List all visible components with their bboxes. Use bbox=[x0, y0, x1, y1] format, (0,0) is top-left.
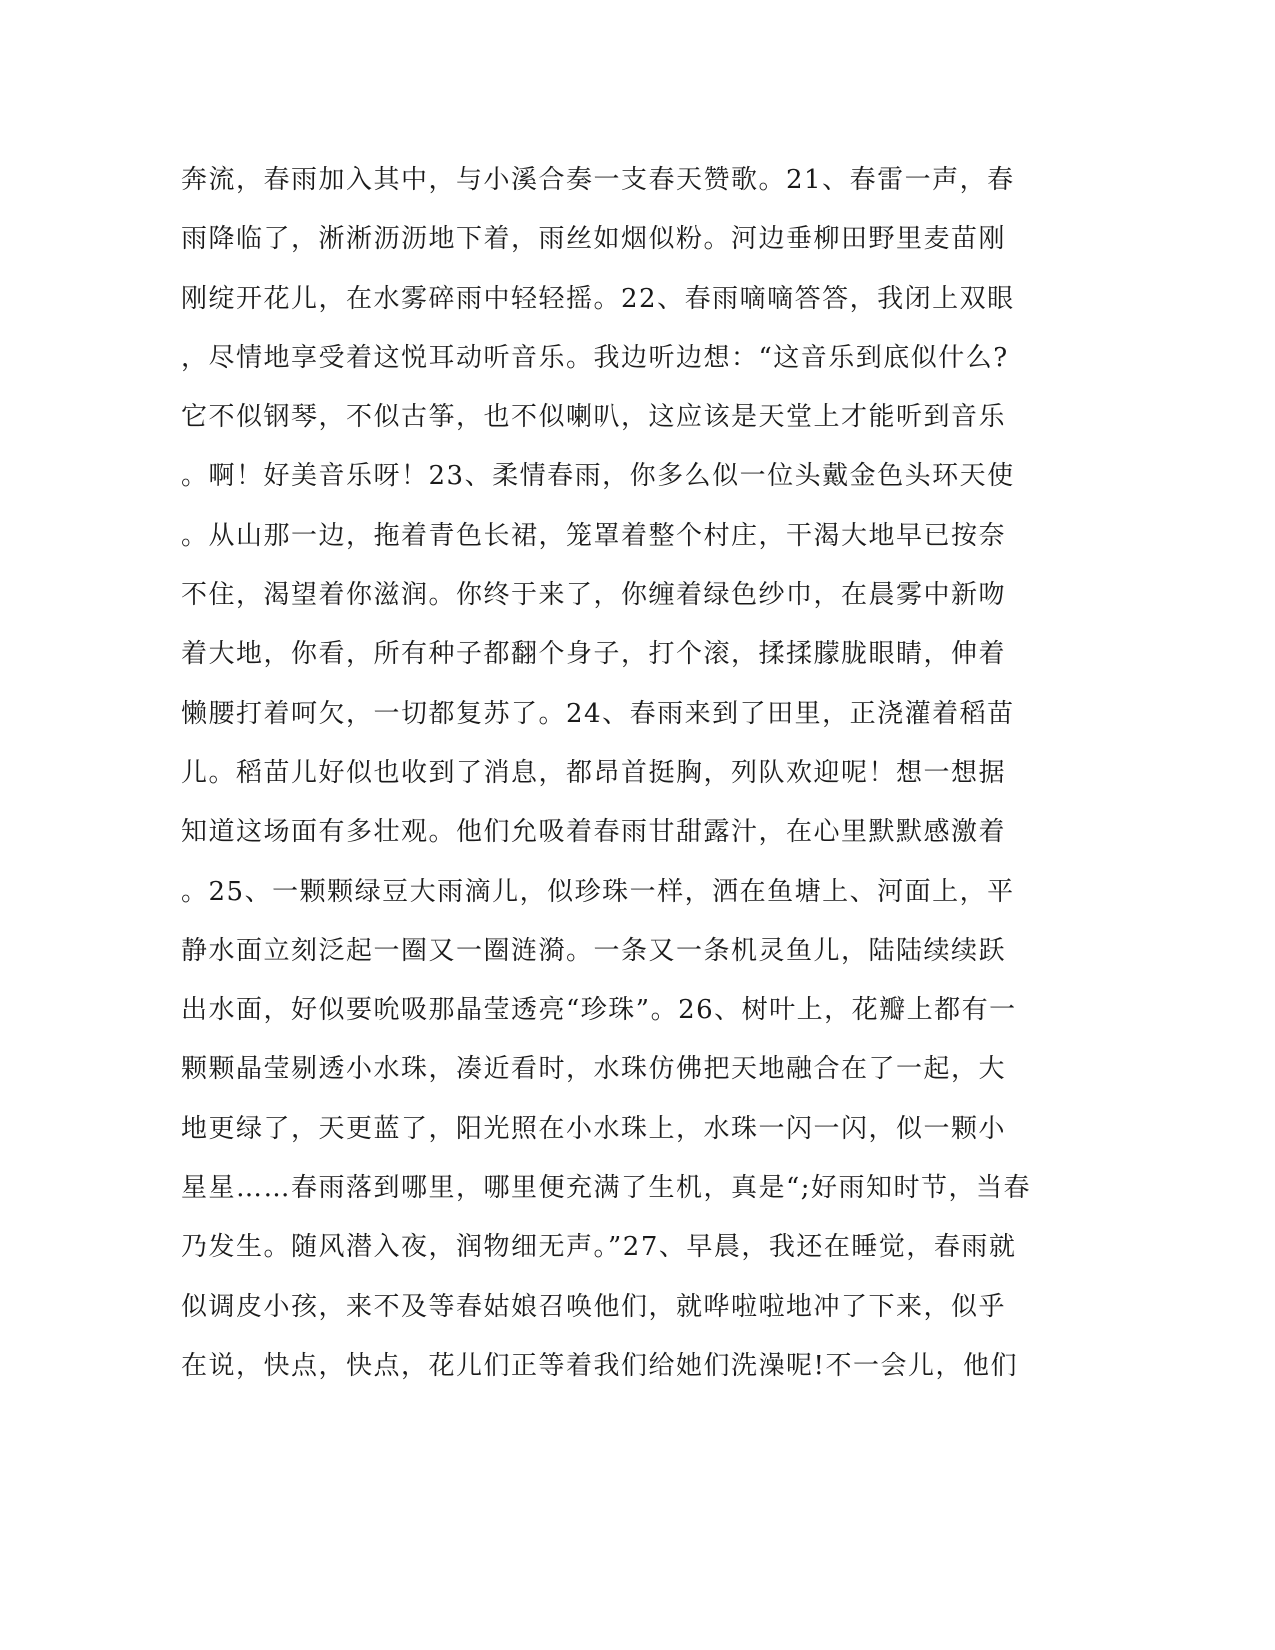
text-line-3: 刚绽开花儿，在水雾碎雨中轻轻摇。22、春雨嘀嘀答答，我闭上双眼 bbox=[181, 283, 1015, 314]
text-line-7: 。从山那一边，拖着青色长裙，笼罩着整个村庄，干渴大地早已按奈 bbox=[181, 520, 1007, 551]
text-line-15: 出水面，好似要吮吸那晶莹透亮“珍珠”。26、树叶上，花瓣上都有一 bbox=[181, 995, 1017, 1026]
text-line-10: 懒腰打着呵欠，一切都复苏了。24、春雨来到了田里，正浇灌着稻苗 bbox=[181, 698, 1015, 729]
text-line-5: 它不似钢琴，不似古筝，也不似喇叭，这应该是天堂上才能听到音乐 bbox=[181, 402, 1007, 433]
text-line-8: 不住，渴望着你滋润。你终于来了，你缠着绿色纱巾，在晨雾中新吻 bbox=[181, 580, 1007, 611]
text-line-11: 儿。稻苗儿好似也收到了消息，都昂首挺胸，列队欢迎呢！想一想据 bbox=[181, 757, 1007, 788]
text-line-21: 在说，快点，快点，花儿们正等着我们给她们洗澡呢!不一会儿，他们 bbox=[181, 1350, 1018, 1381]
text-line-6: 。啊！好美音乐呀！23、柔情春雨，你多么似一位头戴金色头环天使 bbox=[181, 461, 1015, 492]
text-line-18: 星星……春雨落到哪里，哪里便充满了生机，真是“;好雨知时节，当春 bbox=[181, 1173, 1032, 1204]
text-line-20: 似调皮小孩，来不及等春姑娘召唤他们，就哗啦啦地冲了下来，似乎 bbox=[181, 1291, 1007, 1322]
text-line-13: 。25、一颗颗绿豆大雨滴儿，似珍珠一样，洒在鱼塘上、河面上，平 bbox=[181, 876, 1015, 907]
body-text bbox=[181, 160, 1041, 1405]
text-line-2: 雨降临了，淅淅沥沥地下着，雨丝如烟似粉。河边垂柳田野里麦苗刚 bbox=[181, 224, 1007, 255]
text-line-9: 着大地，你看，所有种子都翻个身子，打个滚，揉揉朦胧眼睛，伸着 bbox=[181, 639, 1007, 670]
text-line-19: 乃发生。随风潜入夜，润物细无声。”27、早晨，我还在睡觉，春雨就 bbox=[181, 1232, 1017, 1263]
text-line-16: 颗颗晶莹剔透小水珠，凑近看时，水珠仿佛把天地融合在了一起，大 bbox=[181, 1054, 1007, 1085]
text-line-4: ，尽情地享受着这悦耳动听音乐。我边听边想：“这音乐到底似什么? bbox=[181, 342, 1009, 373]
text-line-17: 地更绿了，天更蓝了，阳光照在小水珠上，水珠一闪一闪，似一颗小 bbox=[181, 1113, 1007, 1144]
text-line-1: 奔流，春雨加入其中，与小溪合奏一支春天赞歌。21、春雷一声，春 bbox=[181, 165, 1015, 195]
text-line-14: 静水面立刻泛起一圈又一圈涟漪。一条又一条机灵鱼儿，陆陆续续跃 bbox=[181, 935, 1007, 966]
text-line-12: 知道这场面有多壮观。他们允吸着春雨甘甜露汁，在心里默默感激着 bbox=[181, 817, 1007, 848]
